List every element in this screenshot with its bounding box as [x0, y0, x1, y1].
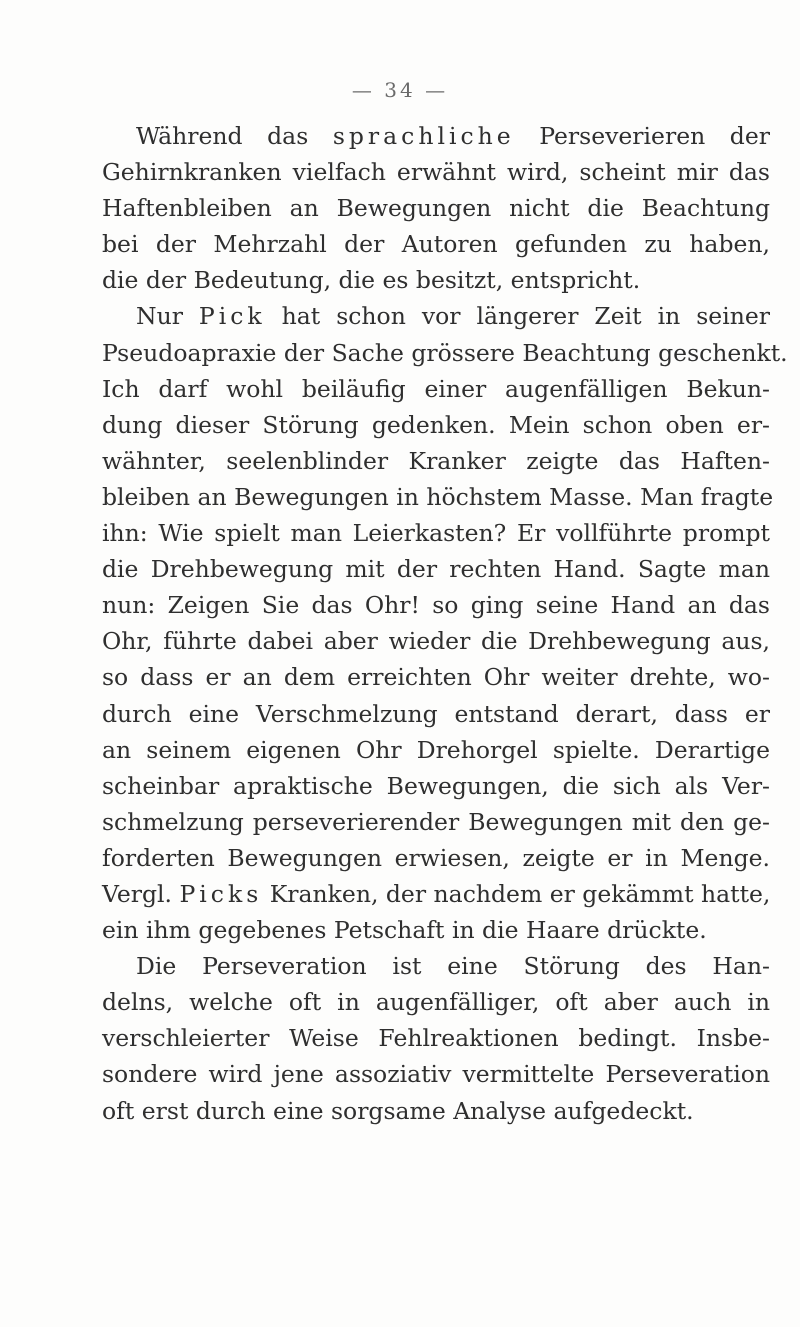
text-line: Haftenbleiben an Bewegungen nicht die Beachtung	[102, 194, 770, 223]
text-segment: Nur	[136, 302, 199, 331]
text-line: Gehirnkranken vielfach erwähnt wird, scheint mir das	[102, 158, 770, 187]
text-line: bei der Mehrzahl der Autoren gefunden zu haben,	[102, 230, 770, 259]
text-line: schmelzung perseverierender Bewegungen mit den ge-	[102, 807, 770, 836]
text-line: ein ihm gegebenes Petschaft in die Haare drückte.	[102, 916, 707, 945]
text-line	[102, 876, 770, 912]
text-line: an seinem eigenen Ohr Drehorgel spielte. Derartige	[102, 735, 770, 764]
text-line	[102, 298, 770, 334]
text-line: scheinbar apraktische Bewegungen, die sich als Ver-	[102, 771, 770, 800]
text-line: dung dieser Störung gedenken. Mein schon oben er-	[102, 410, 770, 439]
text-line: Ich darf wohl beiläufig einer augenfälligen Bekun-	[102, 374, 770, 403]
text-line: verschleierter Weise Fehlreaktionen bedingt. Insbe-	[102, 1024, 770, 1053]
text-segment: Während das	[136, 122, 333, 150]
text-segment: Perseverieren der	[514, 122, 770, 150]
text-line: Die Perseveration ist eine Störung des Han-	[136, 952, 770, 981]
text-line: wähnter, seelenblinder Kranker zeigte das Haften-	[102, 446, 770, 475]
text-line: sondere wird jene assoziativ vermittelte Perseveration	[102, 1060, 770, 1089]
text-line: Pseudoapraxie der Sache grössere Beachtung geschenkt.	[102, 338, 788, 367]
spaced-emphasis: Picks	[179, 879, 263, 908]
text-line	[102, 118, 770, 154]
text-line: forderten Bewegungen erwiesen, zeigte er in Menge.	[102, 843, 770, 872]
text-line: durch eine Verschmelzung entstand derart, dass er	[102, 699, 770, 728]
spaced-emphasis: sprachliche	[332, 122, 515, 150]
text-line: die Drehbewegung mit der rechten Hand. Sagte man	[102, 555, 770, 584]
text-line: Ohr, führte dabei aber wieder die Drehbewegung aus,	[102, 627, 770, 656]
page-number: — 34 —	[351, 78, 449, 102]
text-line: oft erst durch eine sorgsame Analyse aufgedeckt.	[102, 1096, 694, 1125]
text-segment: Vergl.	[102, 879, 180, 908]
spaced-emphasis: Pick	[198, 302, 266, 331]
text-line: delns, welche oft in augenfälliger, oft aber auch in	[102, 988, 770, 1017]
body-text	[102, 118, 788, 1129]
text-line: bleiben an Bewegungen in höchstem Masse. Man fragte	[102, 482, 774, 511]
text-line: so dass er an dem erreichten Ohr weiter drehte, wo-	[102, 663, 770, 692]
text-line: die der Bedeutung, die es besitzt, entspricht.	[102, 266, 641, 295]
text-segment: Kranken, der nachdem er gekämmt hatte,	[262, 879, 771, 908]
text-line: nun: Zeigen Sie das Ohr! so ging seine Hand an das	[102, 591, 770, 620]
text-segment: hat schon vor längerer Zeit in seiner	[265, 302, 770, 331]
text-line: ihn: Wie spielt man Leierkasten? Er vollführte prompt	[102, 519, 770, 548]
